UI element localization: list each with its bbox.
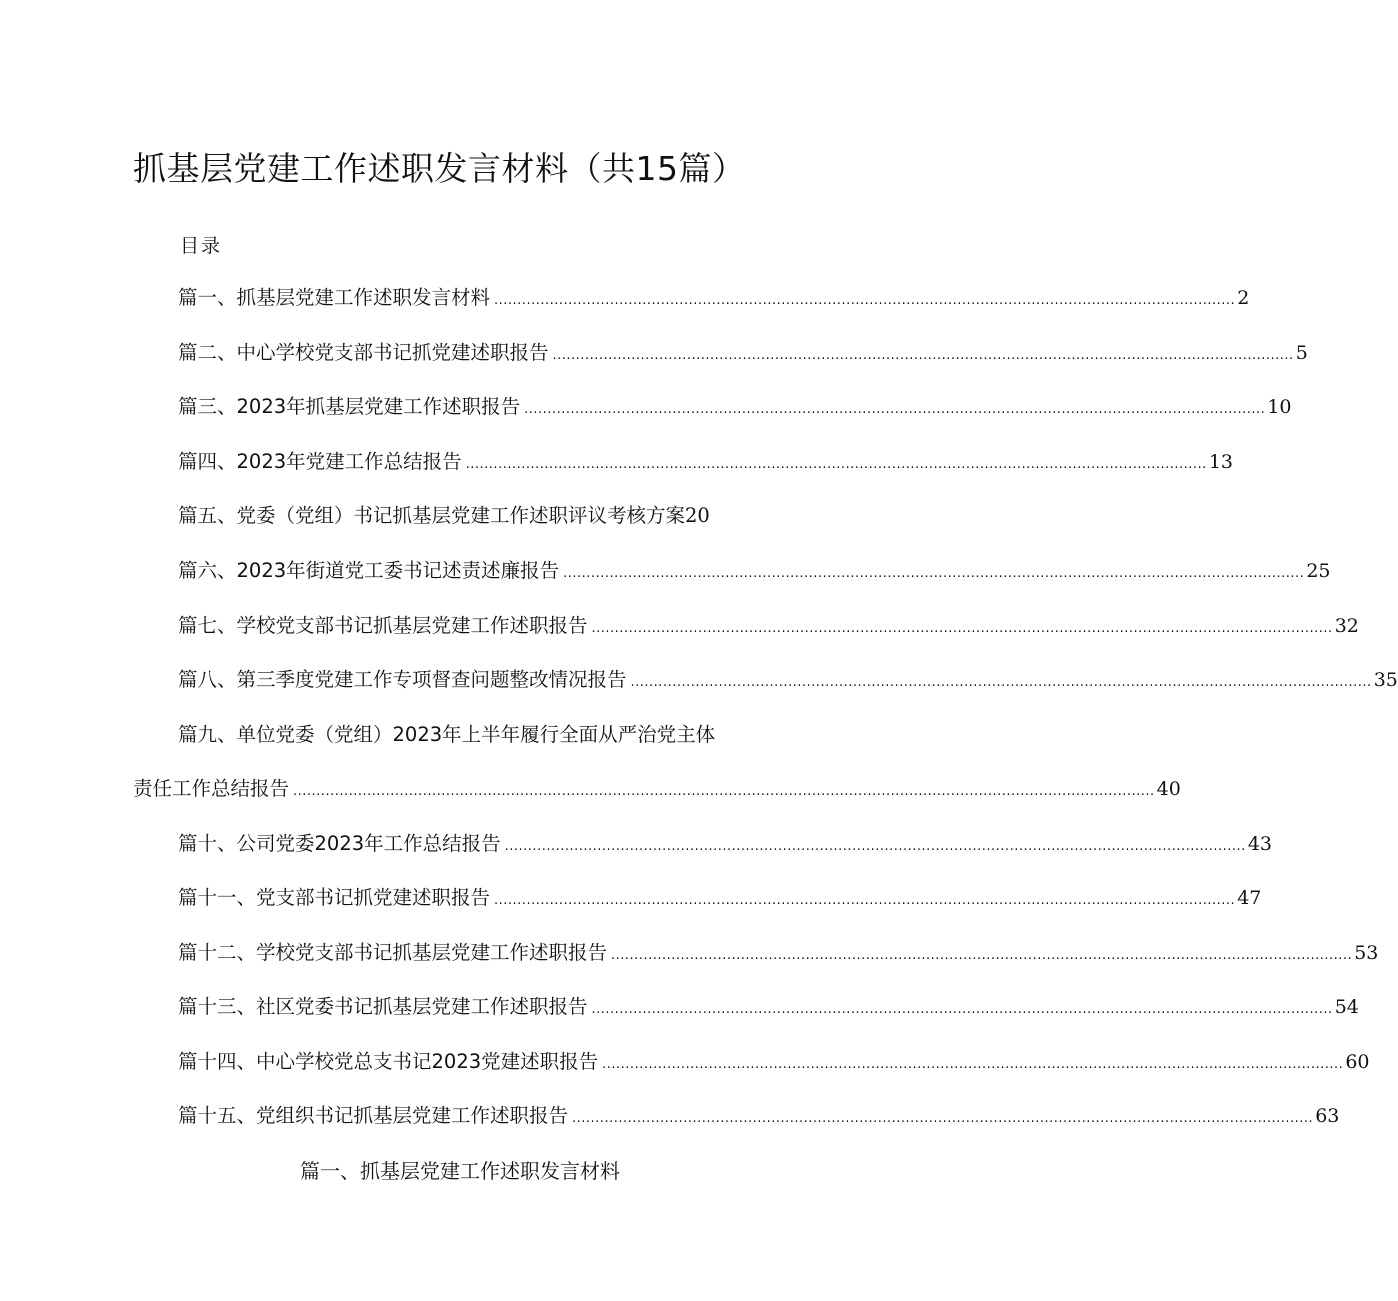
toc-page-number: 60 [1345,1051,1370,1073]
toc-page-number: 13 [1208,451,1233,473]
toc-entry-title: 篇三、2023年抓基层党建工作述职报告 [178,395,521,418]
toc-page-number: 35 [1373,669,1398,691]
toc-entry-8[interactable] [178,665,1398,695]
toc-page-number: 32 [1334,615,1359,637]
toc-entry-3[interactable] [178,392,1292,422]
toc-leader-dots: ................................................................................................................................................................ [494,293,1236,308]
toc-entry-title: 篇五、党委（党组）书记抓基层党建工作述职评议考核方案 [178,504,686,527]
toc-leader-dots: ................................................................................................................................................................ [611,948,1353,963]
toc-page-number: 20 [685,504,710,527]
toc-page-number: 63 [1315,1105,1340,1127]
toc-entry-title: 篇二、中心学校党支部书记抓党建述职报告 [178,341,549,364]
toc-entry-11[interactable] [178,883,1262,913]
toc-leader-dots: ................................................................................................................................................................ [572,1111,1314,1126]
toc-leader-dots: ................................................................................................................................................................ [630,675,1372,690]
toc-leader-dots: ................................................................................................................................................................ [602,1057,1344,1072]
toc-entry-9-line2[interactable] [133,774,1181,804]
toc-page-number: 40 [1156,778,1181,800]
toc-entry-title: 篇十二、学校党支部书记抓基层党建工作述职报告 [178,941,608,964]
toc-leader-dots: ................................................................................................................................................................ [465,457,1207,472]
toc-entry-15[interactable] [178,1101,1340,1131]
toc-entry-6[interactable] [178,556,1331,586]
toc-page-number: 5 [1295,342,1308,364]
toc-page-number: 47 [1237,887,1262,909]
toc-entry-title: 篇七、学校党支部书记抓基层党建工作述职报告 [178,614,588,637]
toc-entry-14[interactable] [178,1047,1370,1077]
toc-leader-dots: .......................................................................................................................................................................................... [293,784,1155,799]
toc-entry-7[interactable] [178,611,1359,641]
toc-entry-title: 篇六、2023年街道党工委书记述责述廉报告 [178,559,560,582]
toc-leader-dots: ................................................................................................................................................................ [494,893,1236,908]
section-heading: 篇一、抓基层党建工作述职发言材料 [300,1159,620,1183]
toc-leader-dots: ................................................................................................................................................................ [591,1002,1333,1017]
toc-entry-10[interactable] [178,829,1272,859]
toc-leader-dots: ................................................................................................................................................................ [524,402,1266,417]
toc-entry-12[interactable] [178,938,1379,968]
toc-page-number: 43 [1247,833,1272,855]
toc-leader-dots: ................................................................................................................................................................ [552,348,1294,363]
toc-entry-title: 篇四、2023年党建工作总结报告 [178,450,462,473]
toc-entry-title-continued: 责任工作总结报告 [133,777,290,800]
toc-entry-title: 篇十四、中心学校党总支书记2023党建述职报告 [178,1050,599,1073]
toc-page-number: 2 [1237,287,1250,309]
toc-page-number: 53 [1354,942,1379,964]
toc-entry-13[interactable] [178,992,1359,1022]
toc-entry-title: 篇一、抓基层党建工作述职发言材料 [178,286,491,309]
toc-heading: 目录 [180,235,223,257]
toc-entry-1[interactable] [178,283,1250,313]
toc-entry-4[interactable] [178,447,1233,477]
toc-page-number: 25 [1306,560,1331,582]
toc-entry-5[interactable] [178,501,710,531]
toc-entry-title: 篇八、第三季度党建工作专项督查问题整改情况报告 [178,668,627,691]
toc-entry-title: 篇十三、社区党委书记抓基层党建工作述职报告 [178,995,588,1018]
toc-page-number: 10 [1267,396,1292,418]
toc-entry-title: 篇十一、党支部书记抓党建述职报告 [178,886,491,909]
toc-entry-title: 篇十五、党组织书记抓基层党建工作述职报告 [178,1104,569,1127]
document-title: 抓基层党建工作述职发言材料（共15篇） [133,149,746,188]
toc-entry-2[interactable] [178,338,1308,368]
toc-entry-title: 篇十、公司党委2023年工作总结报告 [178,832,501,855]
toc-leader-dots: ................................................................................................................................................................ [563,566,1305,581]
toc-leader-dots: ................................................................................................................................................................ [504,839,1246,854]
toc-leader-dots: ................................................................................................................................................................ [591,621,1333,636]
toc-page-number: 54 [1334,996,1359,1018]
toc-entry-9-line1[interactable] [178,720,715,750]
toc-entry-title: 篇九、单位党委（党组）2023年上半年履行全面从严治党主体 [178,723,716,746]
